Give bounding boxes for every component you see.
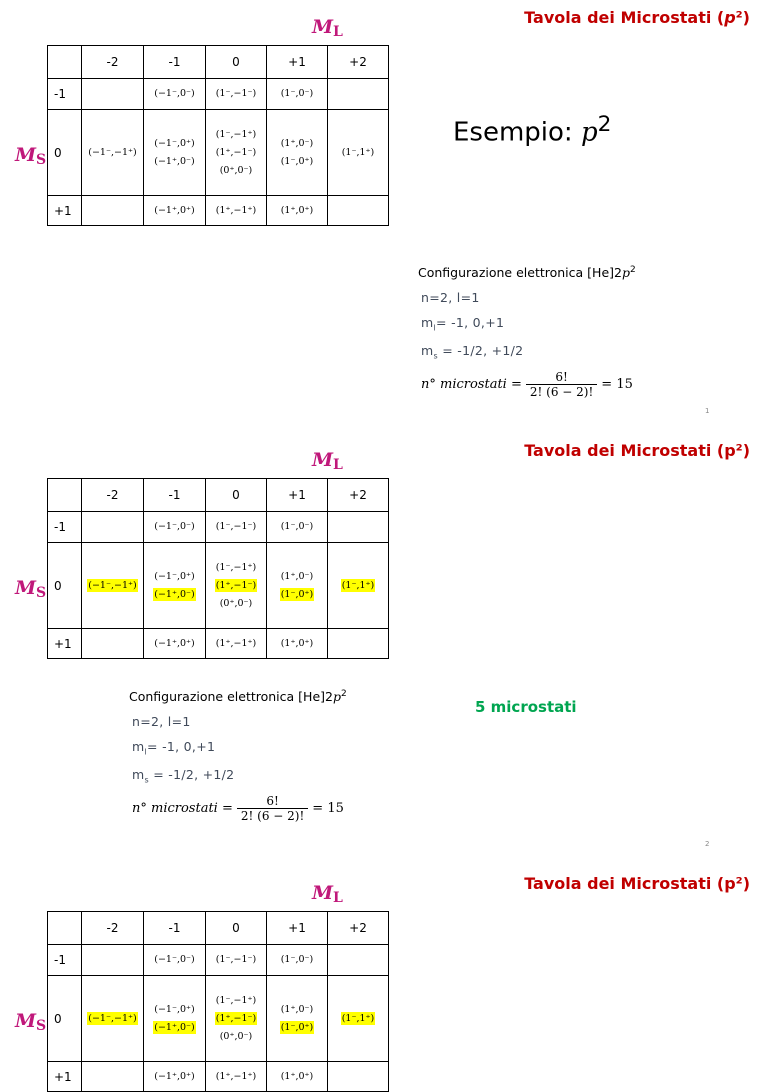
- microstate: (0⁺,0⁻): [219, 597, 253, 609]
- microstate-count: 5 microstati: [475, 698, 577, 716]
- example-sup: 2: [597, 112, 612, 137]
- quantum-number-line: $m_s = -1/2$, +1/2: [132, 766, 235, 785]
- row-header: [47, 628, 82, 659]
- ml-label: M: [312, 449, 334, 471]
- row-header: [47, 78, 82, 110]
- ms-sub: S: [36, 585, 47, 601]
- col-header-label: 0: [232, 488, 240, 502]
- microstate: (1⁺,−1⁺): [215, 637, 257, 649]
- col-header-label: -1: [168, 55, 181, 69]
- row-header-label: 0: [54, 1011, 62, 1026]
- col-header-label: +1: [288, 921, 306, 935]
- col-header: [81, 45, 144, 79]
- page-number: 1: [705, 407, 710, 415]
- microstate: (1⁻,0⁺): [280, 1021, 314, 1033]
- table-cell: [327, 628, 389, 659]
- table-cell: [205, 511, 267, 543]
- row-header-label: -1: [54, 520, 66, 534]
- table-cell: [143, 944, 206, 976]
- table-cell: [143, 975, 206, 1062]
- table-cell: [143, 542, 206, 629]
- row-header: [47, 511, 82, 543]
- microstate: (−1⁺,0⁻): [154, 1021, 195, 1033]
- microstate: (−1⁻,0⁺): [154, 570, 195, 582]
- microstate: (1⁺,−1⁺): [215, 204, 257, 216]
- microstate: (−1⁻,0⁻): [154, 954, 195, 965]
- microstate: (1⁻,−1⁻): [215, 88, 257, 99]
- table-cell: [81, 1061, 144, 1092]
- example-heading: [453, 112, 611, 148]
- col-header-label: -2: [106, 55, 119, 69]
- config-info: [129, 689, 347, 823]
- table-cell: [143, 195, 206, 226]
- table-corner: [47, 911, 82, 945]
- microstate: (1⁻,−1⁻): [215, 954, 257, 965]
- slide-title: [524, 441, 750, 460]
- ms-sub: S: [36, 152, 47, 168]
- table-cell: [266, 542, 328, 629]
- microstate: (−1⁺,0⁺): [154, 204, 195, 216]
- col-header-label: +2: [349, 488, 367, 502]
- microstate: (1⁻,−1⁺): [215, 128, 257, 140]
- quantum-number-line: $m_l= -1$, 0,+1: [132, 739, 216, 757]
- col-header: [266, 45, 328, 79]
- quantum-number-line: n=2, l=1: [421, 290, 480, 306]
- microstate: (1⁻,−1⁺): [215, 994, 257, 1006]
- table-cell: [266, 78, 328, 110]
- table-cell: [81, 78, 144, 110]
- table-cell: [143, 109, 206, 196]
- table-cell: [266, 511, 328, 543]
- table-cell: [327, 542, 389, 629]
- table-cell: [327, 109, 389, 196]
- microstate: (−1⁻,−1⁺): [88, 146, 137, 158]
- col-header-label: +2: [349, 55, 367, 69]
- microstate: (−1⁻,−1⁺): [88, 1012, 137, 1024]
- table-cell: [81, 511, 144, 543]
- table-cell: [81, 944, 144, 976]
- table-cell: [266, 109, 328, 196]
- microstate: (1⁺,−1⁻): [215, 1012, 257, 1024]
- col-header: [81, 911, 144, 945]
- table-cell: [327, 975, 389, 1062]
- table-cell: [266, 195, 328, 226]
- col-header: [143, 478, 206, 512]
- col-header-label: -1: [168, 488, 181, 502]
- row-header-label: +1: [54, 636, 72, 651]
- microstate: (−1⁻,0⁻): [154, 521, 195, 532]
- ml-label: M: [312, 16, 334, 38]
- col-header: [327, 478, 389, 512]
- microstate: (1⁺,0⁻): [280, 570, 314, 582]
- row-header-label: -1: [54, 87, 66, 101]
- col-header-label: 0: [232, 55, 240, 69]
- slide-title-text: Tavola dei Microstati (p²): [524, 8, 750, 27]
- ml-label: M: [312, 882, 334, 904]
- row-header: [47, 195, 82, 226]
- microstate: (1⁺,0⁺): [280, 1070, 314, 1082]
- microstate: (0⁺,0⁻): [219, 1030, 253, 1042]
- col-header: [327, 45, 389, 79]
- quantum-number-line: $m_l= -1$, 0,+1: [421, 315, 505, 333]
- microstate: (−1⁺,0⁺): [154, 1070, 195, 1082]
- axis-label-ms: [15, 1010, 46, 1034]
- axis-label-ms: [15, 577, 46, 601]
- table-cell: [143, 78, 206, 110]
- slide-3: [0, 866, 768, 1084]
- col-header-label: 0: [232, 921, 240, 935]
- microstate: (1⁻,−1⁺): [215, 561, 257, 573]
- quantum-number-line: $m_s = -1/2$, +1/2: [421, 342, 524, 361]
- slide-2: [0, 433, 768, 866]
- row-header-label: +1: [54, 1069, 72, 1084]
- microstate: (1⁻,0⁻): [280, 954, 314, 965]
- row-header-label: 0: [54, 145, 62, 160]
- axis-label-ml: [312, 16, 343, 40]
- table-cell: [205, 542, 267, 629]
- table-cell: [143, 1061, 206, 1092]
- microstate: (1⁻,0⁺): [280, 588, 314, 600]
- ms-label: M: [15, 1010, 37, 1032]
- microstate: (−1⁻,0⁺): [154, 1003, 195, 1015]
- microstate: (1⁻,0⁺): [280, 155, 314, 167]
- ms-label: M: [15, 144, 37, 166]
- table-cell: [205, 975, 267, 1062]
- table-cell: [327, 195, 389, 226]
- table-cell: [266, 1061, 328, 1092]
- col-header: [327, 911, 389, 945]
- microstate: (1⁻,1⁺): [341, 1012, 375, 1024]
- col-header-label: +1: [288, 488, 306, 502]
- microstate: (1⁺,0⁻): [280, 137, 314, 149]
- col-header-label: +1: [288, 55, 306, 69]
- table-cell: [205, 944, 267, 976]
- slide-title: [524, 874, 750, 893]
- table-cell: [81, 109, 144, 196]
- microstate: (−1⁻,0⁻): [154, 88, 195, 99]
- microstate: (1⁺,0⁺): [280, 204, 314, 216]
- col-header: [205, 45, 267, 79]
- table-cell: [81, 542, 144, 629]
- col-header: [143, 45, 206, 79]
- microstate: (−1⁺,0⁻): [154, 588, 195, 600]
- microstate: (1⁻,1⁺): [341, 579, 375, 591]
- microstate: (1⁻,1⁺): [341, 146, 375, 158]
- example-var: p: [580, 117, 598, 148]
- col-header: [266, 478, 328, 512]
- table-cell: [327, 944, 389, 976]
- row-header: [47, 944, 82, 976]
- config-line: Configurazione elettronica $[He]2p^2$: [129, 689, 347, 705]
- microstate: (1⁺,0⁺): [280, 637, 314, 649]
- microstate: (−1⁺,0⁺): [154, 637, 195, 649]
- col-header-label: -2: [106, 488, 119, 502]
- ml-sub: L: [333, 24, 343, 40]
- ms-label: M: [15, 577, 37, 599]
- microstate: (1⁺,−1⁻): [215, 579, 257, 591]
- microstate: (−1⁺,0⁻): [154, 155, 195, 167]
- table-cell: [143, 511, 206, 543]
- example-text: Esempio:: [453, 117, 581, 148]
- ml-sub: L: [333, 890, 343, 906]
- table-cell: [205, 195, 267, 226]
- slide-1: [0, 0, 768, 433]
- col-header: [205, 911, 267, 945]
- table-cell: [266, 975, 328, 1062]
- table-cell: [327, 1061, 389, 1092]
- slide-title-text: Tavola dei Microstati (p²): [524, 441, 750, 460]
- table-cell: [266, 628, 328, 659]
- row-header-label: +1: [54, 203, 72, 218]
- microstate-formula: n° microstati = $\frac{6!}{2! (6 - 2)!}$ = 15: [132, 794, 344, 824]
- microstate-formula: n° microstati = $\frac{6!}{2! (6 - 2)!}$ = 15: [421, 370, 633, 400]
- table-cell: [143, 628, 206, 659]
- microstate: (−1⁻,0⁺): [154, 137, 195, 149]
- microstate: (0⁺,0⁻): [219, 164, 253, 176]
- microstate: (1⁻,−1⁻): [215, 521, 257, 532]
- microstate: (1⁻,0⁻): [280, 88, 314, 99]
- microstate: (1⁺,−1⁻): [215, 146, 257, 158]
- table-corner: [47, 478, 82, 512]
- table-corner: [47, 45, 82, 79]
- row-header-label: 0: [54, 578, 62, 593]
- row-header: [47, 542, 82, 629]
- row-header-label: -1: [54, 953, 66, 967]
- table-cell: [205, 628, 267, 659]
- col-header: [266, 911, 328, 945]
- table-cell: [81, 628, 144, 659]
- table-cell: [327, 511, 389, 543]
- config-line: Configurazione elettronica $[He]2p^2$: [418, 265, 636, 281]
- table-cell: [266, 944, 328, 976]
- col-header-label: +2: [349, 921, 367, 935]
- axis-label-ms: [15, 144, 46, 168]
- config-info: [418, 265, 636, 399]
- ms-sub: S: [36, 1018, 47, 1034]
- row-header: [47, 975, 82, 1062]
- slide-title: [524, 8, 750, 27]
- microstate: (1⁺,−1⁺): [215, 1070, 257, 1082]
- slide-title-text: Tavola dei Microstati (p²): [524, 874, 750, 893]
- col-header: [81, 478, 144, 512]
- row-header: [47, 1061, 82, 1092]
- table-cell: [205, 1061, 267, 1092]
- microstate: (−1⁻,−1⁺): [88, 579, 137, 591]
- axis-label-ml: [312, 449, 343, 473]
- col-header: [205, 478, 267, 512]
- page-number: 2: [705, 840, 710, 848]
- microstate: (1⁺,0⁻): [280, 1003, 314, 1015]
- col-header: [143, 911, 206, 945]
- microstate: (1⁻,0⁻): [280, 521, 314, 532]
- quantum-number-line: n=2, l=1: [132, 714, 191, 730]
- table-cell: [327, 78, 389, 110]
- ml-sub: L: [333, 457, 343, 473]
- row-header: [47, 109, 82, 196]
- axis-label-ml: [312, 882, 343, 906]
- table-cell: [205, 109, 267, 196]
- col-header-label: -1: [168, 921, 181, 935]
- table-cell: [205, 78, 267, 110]
- table-cell: [81, 975, 144, 1062]
- table-cell: [81, 195, 144, 226]
- col-header-label: -2: [106, 921, 119, 935]
